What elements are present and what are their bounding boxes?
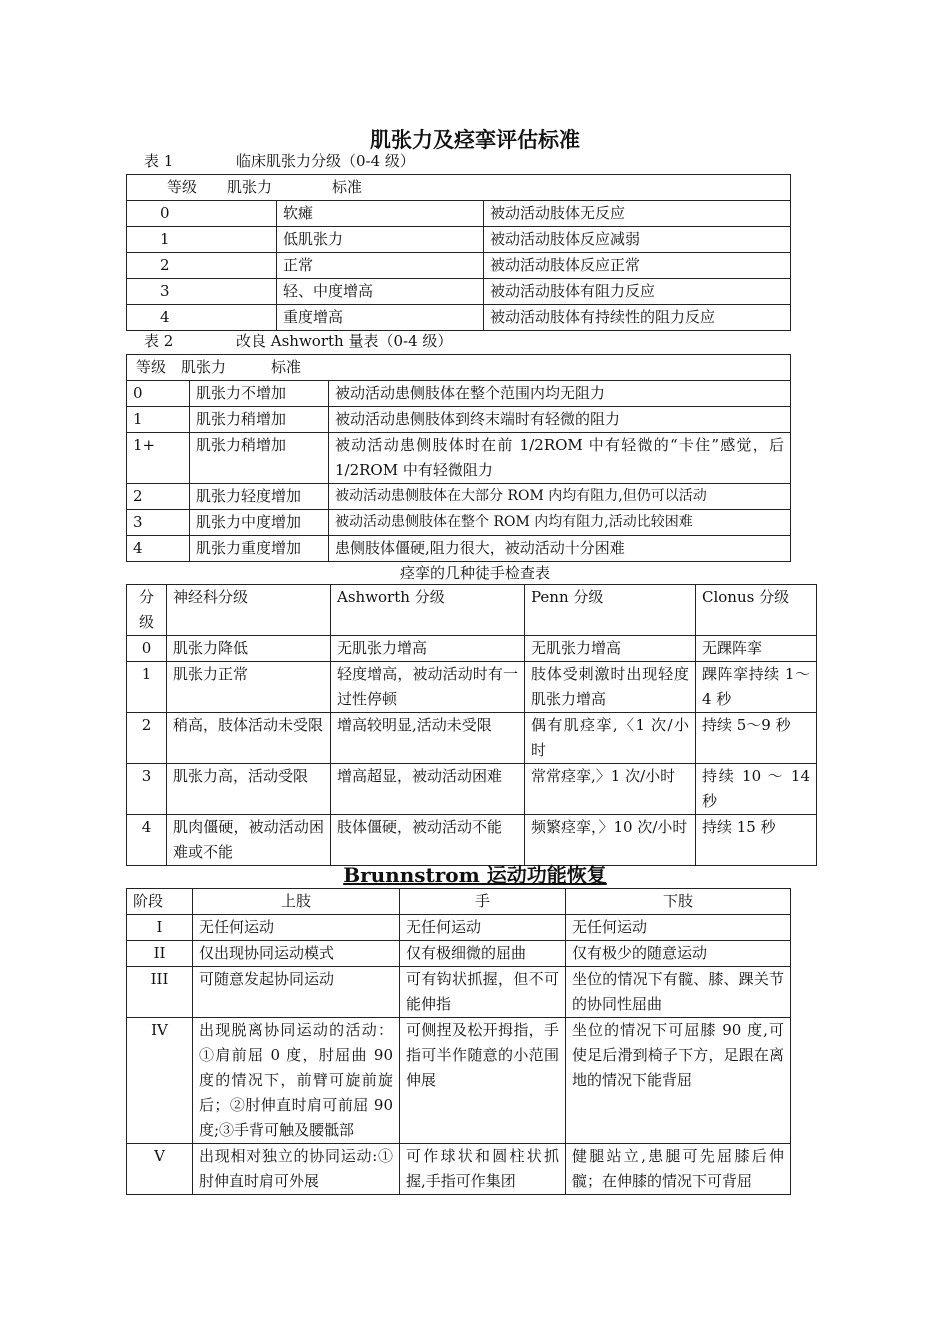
- header-stage: 阶段: [127, 889, 193, 915]
- table-row: [127, 227, 791, 253]
- table4-brunnstrom: [126, 888, 791, 1195]
- table-row: [127, 253, 791, 279]
- table-row: [127, 1018, 791, 1144]
- table2-caption-number: 表 2: [144, 332, 174, 350]
- grade-cell: 2: [127, 713, 167, 764]
- page-title: 肌张力及痉挛评估标准: [370, 127, 580, 152]
- tone-cell: 重度增高: [277, 305, 484, 331]
- standard-cell: 被动活动肢体无反应: [484, 201, 791, 227]
- table-row: [127, 941, 791, 967]
- penn-cell: 偶有肌痉挛,〈1 次/小时: [525, 713, 696, 764]
- table-row: [127, 305, 791, 331]
- tone-cell: 轻、中度增高: [277, 279, 484, 305]
- grade-cell: 4: [127, 305, 277, 331]
- table-header-row: [127, 175, 791, 201]
- brunnstrom-title: Brunnstrom 运动功能恢复: [343, 863, 607, 887]
- stage-cell: II: [127, 941, 193, 967]
- penn-cell: 常常痉挛,〉1 次/小时: [525, 764, 696, 815]
- hand-cell: 无任何运动: [400, 915, 566, 941]
- standard-cell: 被动活动患侧肢体在整个 ROM 内均有阻力,活动比较困难: [329, 510, 791, 536]
- clonus-cell: 无踝阵挛: [696, 636, 817, 662]
- table3-spasticity-exams: [126, 584, 817, 866]
- neuro-cell: 肌张力高，活动受限: [167, 764, 331, 815]
- grade-cell: 2: [127, 253, 277, 279]
- header-penn: Penn 分级: [525, 585, 696, 636]
- grade-cell: 3: [127, 764, 167, 815]
- header-grade: 分级: [127, 585, 167, 636]
- table-row: [127, 636, 817, 662]
- grade-cell: 4: [127, 815, 167, 866]
- standard-cell: 患侧肢体僵硬,阻力很大，被动活动十分困难: [329, 536, 791, 562]
- standard-cell: 被动活动肢体有持续性的阻力反应: [484, 305, 791, 331]
- lower-limb-cell: 仅有极少的随意运动: [566, 941, 791, 967]
- tone-cell: 软瘫: [277, 201, 484, 227]
- neuro-cell: 肌张力正常: [167, 662, 331, 713]
- table3-caption: 痉挛的几种徒手检查表: [399, 564, 550, 582]
- header-ashworth: Ashworth 分级: [331, 585, 525, 636]
- table2-modified-ashworth: [126, 354, 791, 562]
- tone-cell: 肌张力不增加: [190, 381, 329, 407]
- grade-cell: 1: [127, 227, 277, 253]
- table1-caption-number: 表 1: [144, 152, 174, 170]
- table-row: [127, 967, 791, 1018]
- stage-cell: V: [127, 1144, 193, 1195]
- ashworth-cell: 无肌张力增高: [331, 636, 525, 662]
- tone-cell: 肌张力中度增加: [190, 510, 329, 536]
- tone-cell: 肌张力轻度增加: [190, 484, 329, 510]
- standard-cell: 被动活动患侧肢体到终末端时有轻微的阻力: [329, 407, 791, 433]
- table-row: [127, 1144, 791, 1195]
- grade-cell: 3: [127, 279, 277, 305]
- table-row: [127, 815, 817, 866]
- header-lower-limb: 下肢: [566, 889, 791, 915]
- hand-cell: 可侧捏及松开拇指，手指可半作随意的小范围伸展: [400, 1018, 566, 1144]
- upper-limb-cell: 可随意发起协同运动: [193, 967, 400, 1018]
- lower-limb-cell: 无任何运动: [566, 915, 791, 941]
- ashworth-cell: 肢体僵硬，被动活动不能: [331, 815, 525, 866]
- table-row: [127, 407, 791, 433]
- standard-cell: 被动活动患侧肢体时在前 1/2ROM 中有轻微的“卡住”感觉，后 1/2ROM 中有轻微阻力: [329, 433, 791, 484]
- penn-cell: 无肌张力增高: [525, 636, 696, 662]
- standard-cell: 被动活动肢体有阻力反应: [484, 279, 791, 305]
- tone-cell: 肌张力重度增加: [190, 536, 329, 562]
- standard-cell: 被动活动肢体反应正常: [484, 253, 791, 279]
- neuro-cell: 肌肉僵硬，被动活动困难或不能: [167, 815, 331, 866]
- hand-cell: 仅有极细微的屈曲: [400, 941, 566, 967]
- lower-limb-cell: 健腿站立,患腿可先屈膝后伸髋；在伸膝的情况下可背屈: [566, 1144, 791, 1195]
- table-row: [127, 713, 817, 764]
- table2-caption-text: 改良 Ashworth 量表（0-4 级）: [236, 332, 453, 350]
- neuro-cell: 肌张力降低: [167, 636, 331, 662]
- grade-cell: 0: [127, 636, 167, 662]
- penn-cell: 频繁痉挛，〉10 次/小时: [525, 815, 696, 866]
- lower-limb-cell: 坐位的情况下有髋、膝、踝关节的协同性屈曲: [566, 967, 791, 1018]
- grade-cell: 2: [127, 484, 190, 510]
- header-clonus: Clonus 分级: [696, 585, 817, 636]
- clonus-cell: 踝阵挛持续 1～4 秒: [696, 662, 817, 713]
- tone-cell: 正常: [277, 253, 484, 279]
- ashworth-cell: 轻度增高，被动活动时有一过性停顿: [331, 662, 525, 713]
- grade-cell: 0: [127, 201, 277, 227]
- table-row: [127, 915, 791, 941]
- tone-cell: 低肌张力: [277, 227, 484, 253]
- upper-limb-cell: 出现脱离协同运动的活动：①肩前屈 0 度，肘屈曲 90 度的情况下，前臂可旋前旋后；②肘伸直时肩可前屈 90 度;③手背可触及腰骶部: [193, 1018, 400, 1144]
- tone-cell: 肌张力稍增加: [190, 407, 329, 433]
- table-row: [127, 510, 791, 536]
- standard-cell: 被动活动患侧肢体在大部分 ROM 内均有阻力,但仍可以活动: [329, 484, 791, 510]
- upper-limb-cell: 出现相对独立的协同运动:①肘伸直时肩可外展: [193, 1144, 400, 1195]
- table-row: [127, 279, 791, 305]
- lower-limb-cell: 坐位的情况下可屈膝 90 度,可使足后滑到椅子下方，足跟在离地的情况下能背屈: [566, 1018, 791, 1144]
- table-row: [127, 764, 817, 815]
- neuro-cell: 稍高，肢体活动未受限: [167, 713, 331, 764]
- clonus-cell: 持续 5～9 秒: [696, 713, 817, 764]
- ashworth-cell: 增高较明显,活动未受限: [331, 713, 525, 764]
- grade-cell: 4: [127, 536, 190, 562]
- table-header-row: [127, 585, 817, 636]
- table-row: [127, 662, 817, 713]
- upper-limb-cell: 仅出现协同运动模式: [193, 941, 400, 967]
- hand-cell: 可有钩状抓握，但不可能伸指: [400, 967, 566, 1018]
- grade-cell: 1: [127, 662, 167, 713]
- stage-cell: IV: [127, 1018, 193, 1144]
- clonus-cell: 持续 15 秒: [696, 815, 817, 866]
- tone-cell: 肌张力稍增加: [190, 433, 329, 484]
- table-row: [127, 536, 791, 562]
- hand-cell: 可作球状和圆柱状抓握,手指可作集团: [400, 1144, 566, 1195]
- table1-clinical-tone: [126, 174, 791, 331]
- table-header-row: [127, 889, 791, 915]
- clonus-cell: 持续 10 ～ 14 秒: [696, 764, 817, 815]
- penn-cell: 肢体受刺激时出现轻度肌张力增高: [525, 662, 696, 713]
- stage-cell: I: [127, 915, 193, 941]
- table1-header: 等级 肌张力 标准: [127, 175, 791, 201]
- table-row: [127, 433, 791, 484]
- table-row: [127, 201, 791, 227]
- header-upper-limb: 上肢: [193, 889, 400, 915]
- header-neuro: 神经科分级: [167, 585, 331, 636]
- table-header-row: [127, 355, 791, 381]
- stage-cell: III: [127, 967, 193, 1018]
- standard-cell: 被动活动患侧肢体在整个范围内均无阻力: [329, 381, 791, 407]
- table-row: [127, 484, 791, 510]
- grade-cell: 1+: [127, 433, 190, 484]
- table1-caption-text: 临床肌张力分级（0-4 级）: [236, 152, 415, 170]
- standard-cell: 被动活动肢体反应减弱: [484, 227, 791, 253]
- grade-cell: 1: [127, 407, 190, 433]
- table-row: [127, 381, 791, 407]
- ashworth-cell: 增高超显，被动活动困难: [331, 764, 525, 815]
- table2-header: 等级 肌张力 标准: [127, 355, 791, 381]
- upper-limb-cell: 无任何运动: [193, 915, 400, 941]
- grade-cell: 0: [127, 381, 190, 407]
- header-hand: 手: [400, 889, 566, 915]
- grade-cell: 3: [127, 510, 190, 536]
